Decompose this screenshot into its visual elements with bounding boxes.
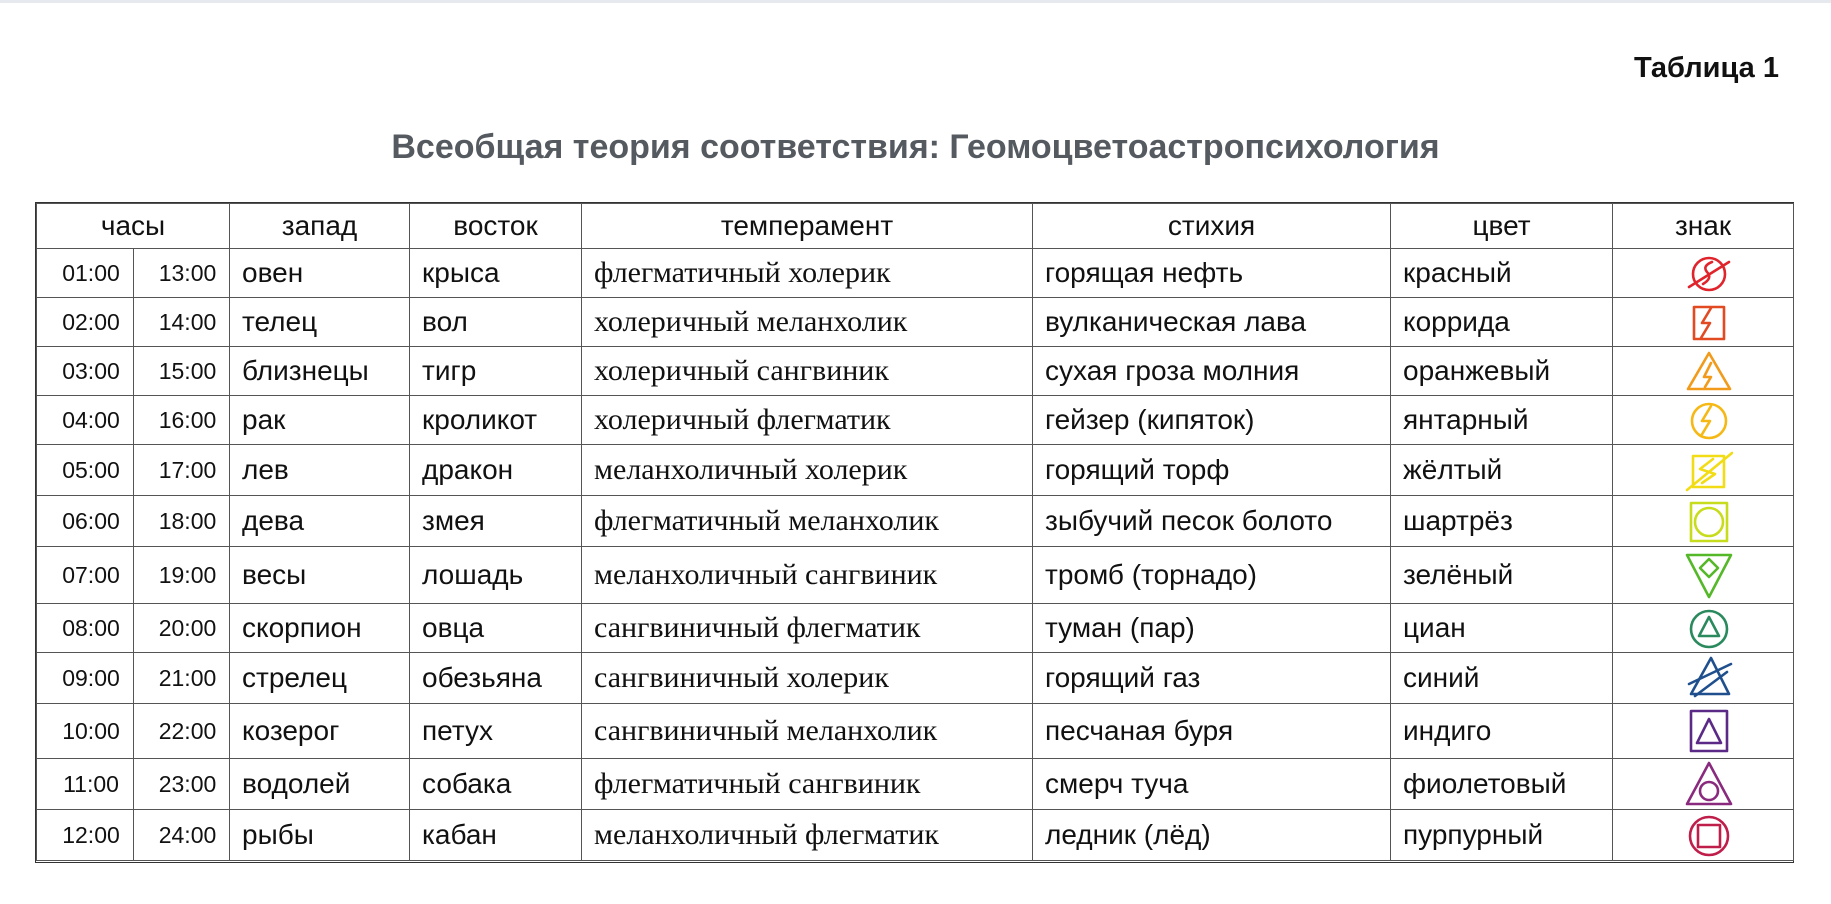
hour-pm: 24:00 [134,810,230,861]
square-lightning-icon [1685,298,1733,346]
header-east: восток [410,204,582,249]
west-sign: рыбы [230,810,410,861]
hour-am: 11:00 [37,759,134,810]
hour-am: 06:00 [37,496,134,547]
element: горящая нефть [1033,249,1391,298]
color-name: шартрёз [1391,496,1613,547]
hour-am: 07:00 [37,547,134,604]
east-sign: змея [410,496,582,547]
sign-cell [1613,547,1794,604]
hour-am: 02:00 [37,298,134,347]
color-name: циан [1391,604,1613,653]
triangle-diamond-icon [1685,551,1733,599]
east-sign: лошадь [410,547,582,604]
color-name: зелёный [1391,547,1613,604]
table-row [37,653,1794,704]
west-sign: телец [230,298,410,347]
triangle-circle-icon [1685,760,1733,808]
temperament: меланхоличный флегматик [582,810,1033,861]
west-sign: близнецы [230,347,410,396]
hour-am: 09:00 [37,653,134,704]
temperament: холеричный сангвиник [582,347,1033,396]
color-name: коррида [1391,298,1613,347]
hour-pm: 19:00 [134,547,230,604]
table-row [37,396,1794,445]
color-name: фиолетовый [1391,759,1613,810]
west-sign: дева [230,496,410,547]
west-sign: весы [230,547,410,604]
element: песчаная буря [1033,704,1391,759]
east-sign: собака [410,759,582,810]
east-sign: дракон [410,445,582,496]
header-west: запад [230,204,410,249]
hour-pm: 18:00 [134,496,230,547]
color-name: пурпурный [1391,810,1613,861]
document-title: Всеобщая теория соответствия: Геомоцветоастропсихология [391,128,1440,166]
hour-am: 10:00 [37,704,134,759]
west-sign: лев [230,445,410,496]
east-sign: петух [410,704,582,759]
correspondence-grid [36,203,1794,861]
top-rule [0,0,1831,3]
table-row [37,704,1794,759]
element: тромб (торнадо) [1033,547,1391,604]
element: горящий газ [1033,653,1391,704]
west-sign: овен [230,249,410,298]
circle-triangle-icon [1685,604,1733,652]
triangle-lightning-icon [1685,347,1733,395]
east-sign: вол [410,298,582,347]
east-sign: крыса [410,249,582,298]
element: туман (пар) [1033,604,1391,653]
table-label: Таблица 1 [1633,52,1779,84]
sign-cell [1613,445,1794,496]
west-sign: водолей [230,759,410,810]
element: сухая гроза молния [1033,347,1391,396]
west-sign: козерог [230,704,410,759]
element: горящий торф [1033,445,1391,496]
table-row [37,298,1794,347]
hour-am: 03:00 [37,347,134,396]
sign-cell [1613,249,1794,298]
sign-cell [1613,347,1794,396]
temperament: сангвиничный холерик [582,653,1033,704]
triangle-slash-icon [1685,654,1733,702]
hour-pm: 17:00 [134,445,230,496]
color-name: синий [1391,653,1613,704]
header-temperament: темперамент [582,204,1033,249]
color-name: оранжевый [1391,347,1613,396]
table-row [37,759,1794,810]
sign-cell [1613,496,1794,547]
color-name: красный [1391,249,1613,298]
hour-pm: 13:00 [134,249,230,298]
sign-cell [1613,396,1794,445]
west-sign: рак [230,396,410,445]
sign-cell [1613,704,1794,759]
square-slash-lightning-icon [1685,446,1733,494]
east-sign: тигр [410,347,582,396]
table-row [37,445,1794,496]
east-sign: обезьяна [410,653,582,704]
header-sign: знак [1613,204,1794,249]
east-sign: овца [410,604,582,653]
temperament: холеричный флегматик [582,396,1033,445]
temperament: меланхоличный сангвиник [582,547,1033,604]
hour-pm: 20:00 [134,604,230,653]
sign-cell [1613,298,1794,347]
hour-pm: 22:00 [134,704,230,759]
sign-cell [1613,604,1794,653]
hour-pm: 21:00 [134,653,230,704]
temperament: сангвиничный меланхолик [582,704,1033,759]
east-sign: кроликот [410,396,582,445]
element: гейзер (кипяток) [1033,396,1391,445]
west-sign: скорпион [230,604,410,653]
table-row [37,604,1794,653]
sign-cell [1613,810,1794,861]
temperament: флегматичный сангвиник [582,759,1033,810]
sign-cell [1613,653,1794,704]
square-circle-icon [1685,497,1733,545]
temperament: меланхоличный холерик [582,445,1033,496]
table-row [37,810,1794,861]
hour-am: 12:00 [37,810,134,861]
color-name: индиго [1391,704,1613,759]
table-row [37,547,1794,604]
element: зыбучий песок болото [1033,496,1391,547]
temperament: флегматичный холерик [582,249,1033,298]
sign-cell [1613,759,1794,810]
color-name: жёлтый [1391,445,1613,496]
temperament: холеричный меланхолик [582,298,1033,347]
hour-pm: 14:00 [134,298,230,347]
hour-pm: 16:00 [134,396,230,445]
header-color: цвет [1391,204,1613,249]
table-row [37,249,1794,298]
element: смерч туча [1033,759,1391,810]
circle-square-icon [1685,811,1733,859]
west-sign: стрелец [230,653,410,704]
hour-am: 05:00 [37,445,134,496]
hour-am: 01:00 [37,249,134,298]
east-sign: кабан [410,810,582,861]
element: ледник (лёд) [1033,810,1391,861]
element: вулканическая лава [1033,298,1391,347]
circle-slash-lightning-icon [1685,249,1733,297]
temperament: флегматичный меланхолик [582,496,1033,547]
square-triangle-icon [1685,707,1733,755]
hour-pm: 23:00 [134,759,230,810]
table-row [37,496,1794,547]
circle-lightning-icon [1685,396,1733,444]
correspondence-table [35,202,1794,863]
color-name: янтарный [1391,396,1613,445]
hour-pm: 15:00 [134,347,230,396]
table-row [37,347,1794,396]
hour-am: 08:00 [37,604,134,653]
header-row [37,204,1794,249]
header-hours: часы [37,204,230,249]
hour-am: 04:00 [37,396,134,445]
temperament: сангвиничный флегматик [582,604,1033,653]
header-element: стихия [1033,204,1391,249]
